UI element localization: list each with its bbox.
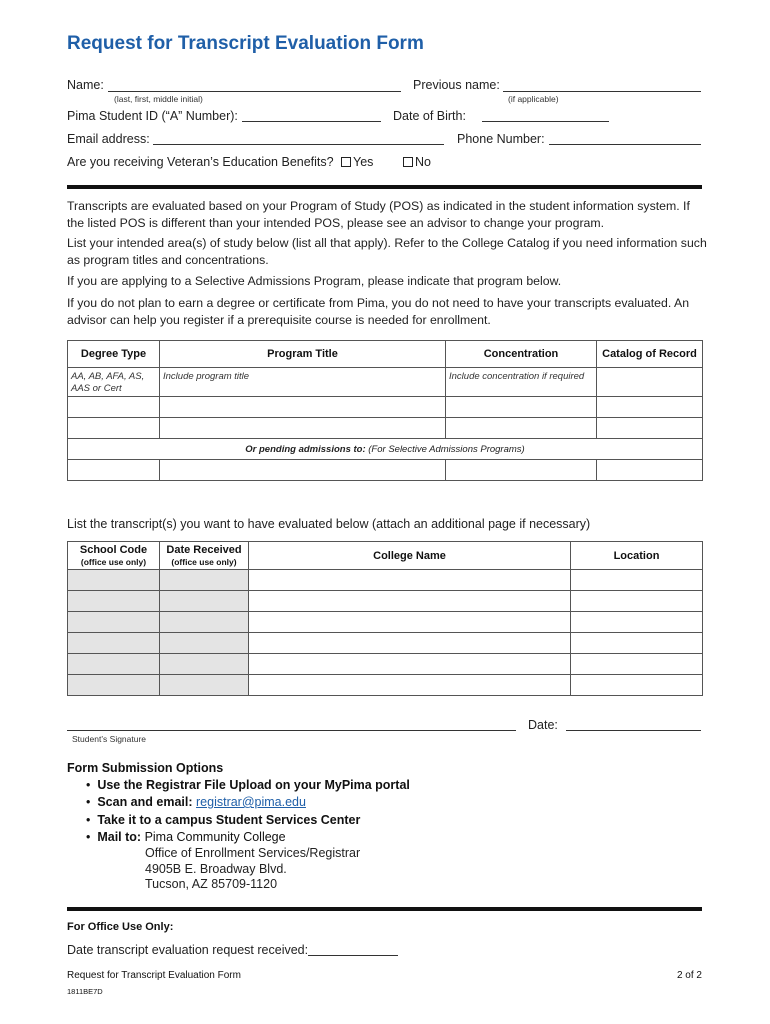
email-label: Email address: <box>67 132 150 146</box>
submission-option-upload: • Use the Registrar File Upload on your MyPima portal <box>86 778 410 792</box>
school-code-cell <box>68 612 160 633</box>
dob-label: Date of Birth: <box>393 109 466 123</box>
catalog-cell[interactable] <box>597 397 703 418</box>
college-name-cell[interactable] <box>249 654 571 675</box>
degree-type-cell[interactable] <box>68 397 160 418</box>
transcript-row <box>68 675 703 696</box>
previous-name-hint: (if applicable) <box>508 94 559 104</box>
date-received-office-use: (office use only) <box>171 557 237 567</box>
option-upload-text: Use the Registrar File Upload on your MyPima portal <box>97 778 410 792</box>
school-code-cell <box>68 654 160 675</box>
date-received-cell <box>160 633 249 654</box>
transcript-row <box>68 591 703 612</box>
header-degree-type: Degree Type <box>68 341 160 368</box>
previous-name-label: Previous name: <box>413 78 500 92</box>
transcripts-intro: List the transcript(s) you want to have evaluated below (attach an additional page if necessary) <box>67 517 591 531</box>
location-cell[interactable] <box>571 612 703 633</box>
date-received-cell <box>160 675 249 696</box>
header-location: Location <box>571 542 703 570</box>
submission-option-email: • Scan and email: registrar@pima.edu <box>86 795 306 809</box>
option-campus-text: Take it to a campus Student Services Center <box>97 813 361 827</box>
transcripts-table-header <box>68 542 703 570</box>
school-code-cell <box>68 570 160 591</box>
catalog-cell[interactable] <box>597 418 703 439</box>
submission-option-campus: • Take it to a campus Student Services Center <box>86 813 361 827</box>
yes-label: Yes <box>353 155 374 169</box>
veteran-question: Are you receiving Veteran’s Education Benefits? <box>67 155 334 169</box>
footer-form-code: 1811BE7D <box>67 987 103 996</box>
concentration-cell[interactable] <box>446 397 597 418</box>
transcript-row <box>68 654 703 675</box>
page-title: Request for Transcript Evaluation Form <box>67 33 424 54</box>
college-name-cell[interactable] <box>249 675 571 696</box>
paragraph-selective: If you are applying to a Selective Admissions Program, please indicate that program below. <box>67 274 562 288</box>
pending-bold: Or pending admissions to: <box>245 443 366 455</box>
college-name-cell[interactable] <box>249 612 571 633</box>
paragraph-no-degree: If you do not plan to earn a degree or certificate from Pima, you do not need to have your transcripts evaluated. An advisor can help you register if a prerequisite course is needed for enrollment. <box>67 296 690 327</box>
header-date-received <box>160 542 249 570</box>
catalog-cell[interactable] <box>597 460 703 481</box>
program-row <box>68 368 703 397</box>
student-id-label: Pima Student ID (“A” Number): <box>67 109 238 123</box>
office-divider <box>67 907 702 911</box>
office-use-heading: For Office Use Only: <box>67 921 174 933</box>
no-checkbox[interactable] <box>403 157 413 167</box>
program-table-header <box>68 341 703 368</box>
pending-note: (For Selective Admissions Programs) <box>368 443 525 455</box>
signature-label: Student’s Signature <box>72 734 147 744</box>
address-line-1: Pima Community College <box>144 830 286 844</box>
student-id-field[interactable] <box>242 121 381 122</box>
location-cell[interactable] <box>571 633 703 654</box>
header-concentration: Concentration <box>446 341 597 368</box>
date-received-cell <box>160 612 249 633</box>
location-cell[interactable] <box>571 675 703 696</box>
college-name-cell[interactable] <box>249 633 571 654</box>
signature-date-field[interactable] <box>566 730 701 731</box>
paragraph-pos: Transcripts are evaluated based on your Program of Study (POS) as indicated in the student information system. If the listed POS is different than your intended POS, please see an advisor to change your program. <box>67 199 690 230</box>
header-school-code <box>68 542 160 570</box>
signature-field[interactable] <box>67 730 516 731</box>
submission-option-mail: • Mail to: Pima Community College <box>86 830 286 844</box>
veteran-no-option[interactable] <box>403 155 431 169</box>
date-received-cell <box>160 591 249 612</box>
yes-checkbox[interactable] <box>341 157 351 167</box>
footer-form-name: Request for Transcript Evaluation Form <box>67 970 241 981</box>
transcripts-table <box>67 541 703 696</box>
transcript-row <box>68 570 703 591</box>
program-title-cell[interactable]: Include program title <box>160 368 446 397</box>
school-code-cell <box>68 633 160 654</box>
footer-page-number: 2 of 2 <box>676 970 702 981</box>
program-row <box>68 397 703 418</box>
date-received-title: Date Received <box>166 544 242 556</box>
option-mail-label: Mail to: <box>97 830 142 844</box>
address-line-4: Tucson, AZ 85709-1120 <box>145 877 278 891</box>
degree-type-cell[interactable]: AA, AB, AFA, AS, AAS or Cert <box>68 368 160 397</box>
name-hint: (last, first, middle initial) <box>114 94 203 104</box>
program-row <box>68 418 703 439</box>
submission-heading: Form Submission Options <box>67 761 224 775</box>
section-divider <box>67 185 702 189</box>
phone-label: Phone Number: <box>457 132 545 146</box>
signature-date-label: Date: <box>528 718 558 732</box>
school-code-cell <box>68 591 160 612</box>
degree-type-cell[interactable] <box>68 418 160 439</box>
school-code-title: School Code <box>79 544 148 556</box>
program-title-cell[interactable] <box>160 418 446 439</box>
header-catalog-of-record: Catalog of Record <box>597 341 703 368</box>
no-label: No <box>415 155 431 169</box>
option-email-label: Scan and email: <box>97 795 193 809</box>
date-received-cell <box>160 654 249 675</box>
header-college-name: College Name <box>249 542 571 570</box>
catalog-cell[interactable] <box>597 368 703 397</box>
program-title-cell[interactable] <box>160 460 446 481</box>
date-received-label: Date transcript evaluation request received: <box>67 943 309 957</box>
school-code-office-use: (office use only) <box>80 557 147 567</box>
previous-name-field[interactable] <box>503 91 701 92</box>
address-line-2: Office of Enrollment Services/Registrar <box>145 846 361 860</box>
program-table <box>67 340 703 481</box>
concentration-cell[interactable] <box>446 460 597 481</box>
transcript-row <box>68 633 703 654</box>
transcript-row <box>68 612 703 633</box>
name-field[interactable] <box>108 91 401 92</box>
location-cell[interactable] <box>571 654 703 675</box>
college-name-cell[interactable] <box>249 570 571 591</box>
school-code-cell <box>68 675 160 696</box>
date-received-cell <box>160 570 249 591</box>
name-label: Name: <box>67 78 104 92</box>
date-received-field[interactable] <box>308 955 398 956</box>
veteran-yes-option[interactable] <box>341 155 373 169</box>
email-field[interactable] <box>153 144 444 145</box>
paragraph-area-of-study: List your intended area(s) of study below (list all that apply). Refer to the College Catalog if you need information such as program titles and concentrations. <box>67 236 707 267</box>
concentration-cell[interactable]: Include concentration if required <box>446 368 597 397</box>
location-cell[interactable] <box>571 591 703 612</box>
program-row <box>68 460 703 481</box>
degree-type-cell[interactable] <box>68 460 160 481</box>
program-title-cell[interactable] <box>160 397 446 418</box>
registrar-email-link[interactable]: registrar@pima.edu <box>196 795 306 809</box>
header-program-title: Program Title <box>160 341 446 368</box>
pending-admissions-label <box>68 439 703 460</box>
dob-field[interactable] <box>482 121 609 122</box>
address-line-3: 4905B E. Broadway Blvd. <box>145 862 287 876</box>
college-name-cell[interactable] <box>249 591 571 612</box>
location-cell[interactable] <box>571 570 703 591</box>
concentration-cell[interactable] <box>446 418 597 439</box>
phone-field[interactable] <box>549 144 701 145</box>
pending-admissions-row <box>68 439 703 460</box>
